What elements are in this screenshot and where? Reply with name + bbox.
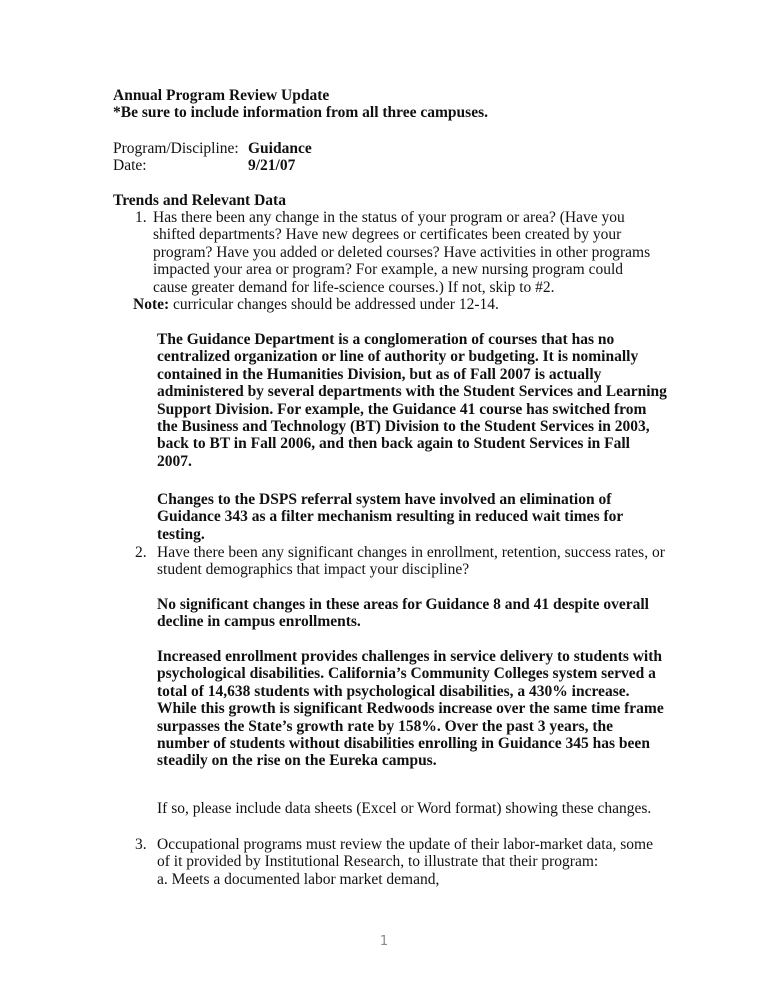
date-label: Date: (113, 157, 147, 174)
program-discipline-label: Program/Discipline: (113, 140, 239, 157)
question-2-answer-2: Increased enrollment provides challenges in service delivery to students with psychological disabilities. California’s Community Colleges system served a total of 14,638 students with psychological disabilities, a 430% increase. While this growth is significant Redwoods increase over the same time frame surpasses the State’s growth rate by 158%. Over the past 3 years, the number of students without disabilities enrolling in Guidance 345 has been steadily on the rise on the Eureka campus. (157, 648, 664, 770)
question-3-text: Occupational programs must review the update of their labor-market data, some of it provided by Institutional Research, to illustrate that their program: a. Meets a documented labor market demand, (157, 836, 653, 888)
question-1-answer-1: The Guidance Department is a conglomeration of courses that has no centralized organization or line of authority or budgeting. It is nominally contained in the Humanities Division, but as of Fall 2007 is actually administered by several departments with the Student Services and Learning Support Division. For example, the Guidance 41 course has switched from the Business and Technology (BT) Division to the Student Services in 2003, back to BT in Fall 2006, and then back again to Student Services in Fall 2007. (157, 331, 667, 470)
question-1-answer-2: Changes to the DSPS referral system have involved an elimination of Guidance 343 as a filter mechanism resulting in reduced wait times for testing. (157, 491, 624, 543)
note-text: curricular changes should be addressed under 12-14. (169, 296, 499, 313)
document-title: Annual Program Review Update (113, 87, 330, 104)
program-discipline-value: Guidance (248, 140, 312, 157)
page-number: 1 (379, 934, 389, 949)
question-1-number: 1. (135, 209, 147, 226)
date-value: 9/21/07 (248, 157, 296, 174)
question-2-answer-1: No significant changes in these areas for Guidance 8 and 41 despite overall decline in campus enrollments. (157, 596, 649, 631)
question-2-followup: If so, please include data sheets (Excel or Word format) showing these changes. (157, 800, 652, 817)
question-1-text: Has there been any change in the status of your program or area? (Have you shifted departments? Have new degrees or certificates been created by your program? Have you added or deleted courses? Have activities in other programs impacted your area or program? For example, a new nursing program could cause greater demand for life-science courses.) If not, skip to #2. (153, 209, 651, 296)
question-2-number: 2. (135, 544, 147, 561)
section-heading: Trends and Relevant Data (113, 192, 286, 209)
note-label: Note: (133, 296, 170, 313)
question-3-number: 3. (135, 836, 147, 853)
question-2-text: Have there been any significant changes in enrollment, retention, success rates, or student demographics that impact your discipline? (157, 544, 665, 579)
instruction-note: *Be sure to include information from all three campuses. (113, 104, 488, 121)
question-1-note (133, 296, 499, 313)
